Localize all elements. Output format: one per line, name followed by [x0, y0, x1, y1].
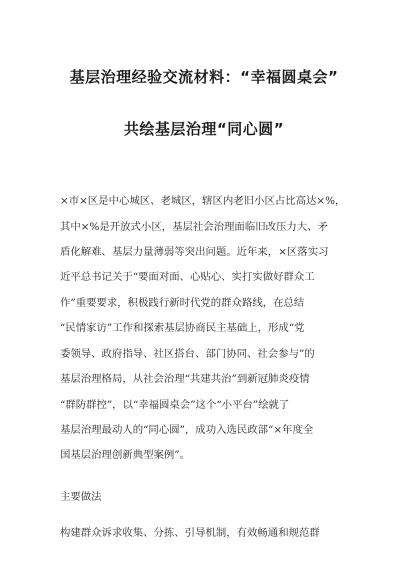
paragraph-1-line: ×市×区是中心城区、老城区，辖区内老旧小区占比高达×%，	[60, 195, 346, 207]
paragraph-2-line: 构建群众诉求收集、分拣、引导机制，有效畅通和规范群	[60, 527, 320, 539]
section-heading: 主要做法	[60, 491, 102, 503]
paragraph-1-line: 委领导、政府指导、社区搭台、部门协同、社会参与”的	[60, 348, 315, 360]
paragraph-1-line: 基层治理最动人的“同心圆”，成功入选民政部“×年度全	[60, 424, 314, 436]
paragraph-1-line: 作”重要要求，积极践行新时代党的群众路线，在总结	[60, 297, 305, 309]
paragraph-1-line: 盾化解难、基层力量薄弱等突出问题。近年来，×区落实习	[60, 246, 329, 258]
paragraph-1-line: 其中×%是开放式小区，基层社会治理面临旧改压力大、矛	[60, 221, 328, 233]
paragraph-1-line: “群防群控”，以“幸福圆桌会”这个“小平台”绘就了	[60, 399, 290, 411]
document-title-line-2: 共绘基层治理“同心圆”	[123, 120, 285, 138]
paragraph-1-line: 近平总书记关于“要面对面、心贴心、实打实做好群众工	[60, 271, 315, 283]
document-title-line-1: 基层治理经验交流材料：“幸福圆桌会”	[69, 68, 339, 86]
paragraph-1-line: 基层治理格局，从社会治理“共建共治”到新冠肺炎疫情	[60, 373, 310, 385]
paragraph-1-line: “民情家访”工作和探索基层协商民主基础上，形成“党	[60, 322, 305, 334]
paragraph-1-line: 国基层治理创新典型案例”。	[60, 449, 190, 461]
